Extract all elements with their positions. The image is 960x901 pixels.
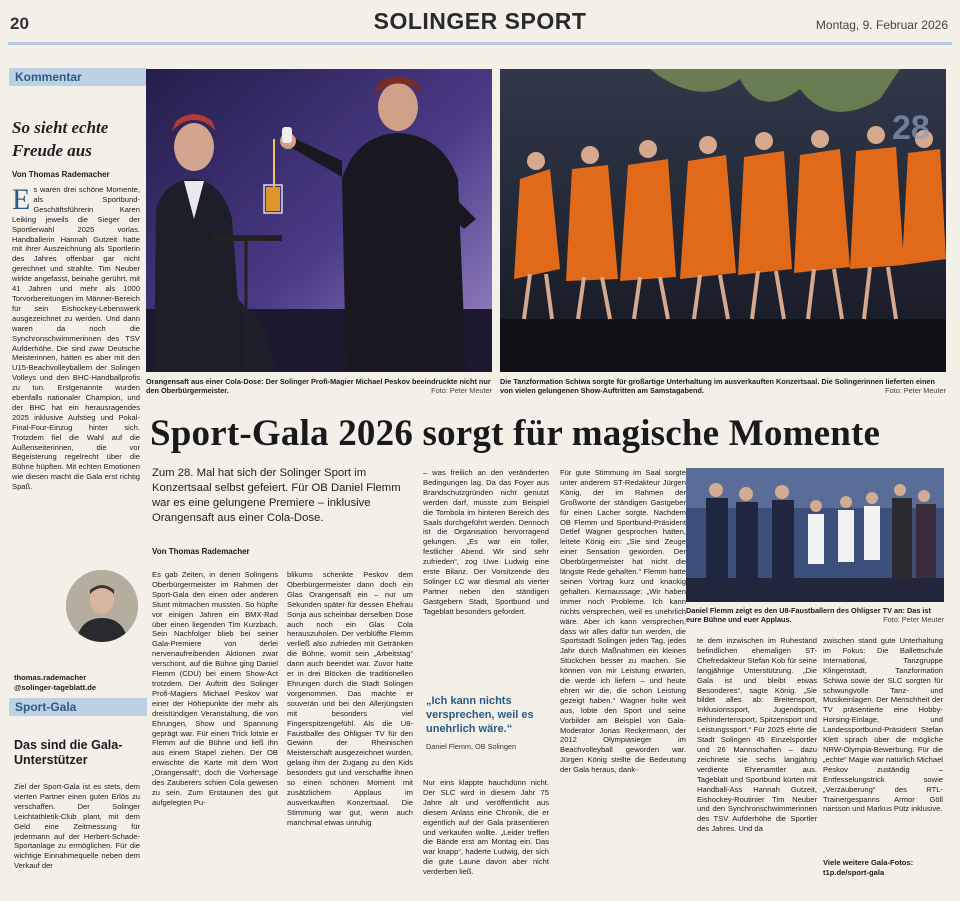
kommentar-byline: Von Thomas Rademacher (12, 170, 110, 179)
photo-faustball-kids (686, 468, 944, 602)
article-col3-top: – was freilich an den veränderten Bedingungen lag. Da das Foyer aus Brandschutzgründen nicht genutzt werden darf, musste zum Beispiel die Tombola im hinteren Bereich des Saals durchgeführt werden. Dennoch ist die Organisation hervorragend gelungen. „Es war ein toller, festlicher Abend. Wir sind sehr zufrieden“, zog Uwe Ludwig eine erste Bilanz. Der Vorsitzende des Solinger LC war diesmal als vierter Partner neben den ständigen Gastgebern Stadt, Sportbund und Tageblatt besonders gefordert. (423, 468, 549, 616)
photo-magician-caption-text: Orangensaft aus einer Cola-Dose: Der Solinger Profi-Magier Michael Peskov beeindruckte nicht nur den Oberbürgermeister. (146, 377, 491, 395)
photo-dancers-caption (500, 377, 946, 395)
author-email (14, 673, 96, 693)
kommentar-body: s waren drei schöne Momente, als Sportbund-Geschäftsführerin Karen Leiking jeweils die Sieger der Sportlerwahl 2025 vorlas. Handballerin Hannah Gutzeit hatte mit ihrer Auszeichnung als Sportlerin des Jahres offenbar gar nicht gerechnet und strahlte. Tim Neuber wirkte angefasst, beinahe gerührt, mit 41 Jahren und mehr als 1000 Torvorbereitungen im Männer-Bereich für sein Eishockey-Lebenswerk ausgezeichnet zu werden. Und dann waren da noch die Synchronschwimmerinnen des TSV Aufderhöhe. Die sind zwar Deutsche Meisterinnen, hatten es aber mit den U15-Beachvolleyballern der Solingen Volleys und den BHC-Handballprofis zu tun. Erstgenannte wurden ebenfalls nationaler Champion, und der BHC hat ein herausragendes 2025 inklusive Aufstieg und Pokal-Final-Four-Einzug hinter sich. Trotzdem fiel die Wahl auf die Außenseiterinnen, die vor Begeisterung regelrecht über die Bühne hüpften. Mit echten Emotionen wie diesen macht die Gala erst richtig Spaß. (12, 185, 140, 492)
sidebar-gala-title (14, 738, 122, 768)
photo-magician (146, 69, 492, 372)
kommentar-title-line1: So sieht echte (12, 118, 109, 137)
pull-quote-text: „Ich kann nichts versprechen, weil es unehrlich wäre.“ (426, 695, 534, 735)
author-portrait-icon (66, 570, 138, 642)
sidebar-gala-text: Ziel der Sport-Gala ist es stets, dem vierten Partner einen guten Erlös zu verschaffen. Der Solinger Leichtathletik-Club plant, mit dem Geld eine Zeitmessung für jedermann auf der Herbert-Schade-Sportanlage zu ermöglichen. Für die wichtige Einnahmequelle neben dem Verkauf der (14, 782, 140, 871)
article-col2: blikums schenkte Peskov dem Oberbürgermeister dann doch ein Glas Orangensaft ein – nur um Sekunden später für dessen Ehefrau Sonja aus scheinbar derselben Dose auch noch ein Glas Cola herauszuholen. Der verblüffte Flemm verließ also zufrieden mit Getränken die Bühne, womit sein „Arbeitstag“ dann auch beendet war. Zuvor hatte er in drei Blöcken die traditionellen Ehrungen durch die Stadt Solingen vorgenommen. Das machte er souverän und bei den Allerjüngsten mit besonders viel Fingerspitzengefühl. Als die U8-Faustballer des Ohligser TV für den Gewinn der Rheinischen Meisterschaft ausgezeichnet wurden, gelang ihm der Zugang zu den Kids besonders gut und verschaffte ihnen so einen schönen Moment mit zusätzlichem Applaus im ausverkauften Konzertsaal. Die Stimmung war gut, wenn auch manchmal etwas unruhig (287, 570, 413, 827)
author-email-line2: @solinger-tageblatt.de (14, 683, 97, 692)
dancers-photo-icon (500, 69, 946, 372)
article-col6: zwischen stand gute Unterhaltung im Fokus: Die Ballettschule International, Tanzgruppe Klingenstadt, Tanzformation Schiwa sowie der SLC sorgten für schwungvolle Tanz- und Musikeinlagen. Der Menschheit der TV präsentierte eine Hobby-Horsing-Einlage, und Landessportbund-Präsident Stefan Klett sprach über die mögliche NRW-Olympia-Bewerbung. Für die „echte“ Magie war natürlich Michael Peskov zuständig – Entfesselungstrick sowie „Verzauberung“ des RTL-Trainergespanns Armor Göll narsson und Markus Pütz inklusive. (823, 636, 943, 814)
backdrop-number: 28 (892, 109, 930, 147)
kommentar-drop-cap: E (12, 185, 31, 216)
page-number: 20 (10, 14, 29, 33)
article-col5: te dem inzwischen im Ruhestand befindlichen ehemaligen ST-Chefredakteur Stefan Kob für seine langjährige Unterstützung. „Die Gala ist und bleibt etwas Besonderes“, sagte König. „Sie bildet alles ab: Breitensport, Inklusionssport, Jugendsport, Behindertensport, Spitzensport und Leistungssport.“ Für 2025 ehrte die Stadt Solingen 45 Einzelsportler und 26 Mannschaften – dazu zeichnete sie sechs langjährig verdiente Ehrenamtler aus. Tageblatt und Sportbund kürten mit Handball-Ass Hannah Gutzeit, Eishockey-Routinier Tim Neuber und den Synchronschwimmerinnen des TSV Aufderhöhe die Sportler des Jahres. Und da (697, 636, 817, 834)
photo-dancers-caption-text: Die Tanzformation Schiwa sorgte für großartige Unterhaltung im ausverkauften Konzertsaal. Die Solingerinnen lieferten einen von vielen gelungenen Show-Auftritten am Samstagabend. (500, 377, 935, 395)
sidebar-gala-title-line1: Das sind die Gala- (14, 738, 123, 752)
article-lead: Zum 28. Mal hat sich der Solinger Sport im Konzertsaal selbst gefeiert. Für OB Daniel Flemm war es eine gelungene Premiere – inklusive Orangensaft aus einer Cola-Dose. (152, 467, 401, 524)
section-title: SOLINGER SPORT (373, 8, 587, 34)
author-avatar (66, 570, 138, 642)
article-col4: Für gute Stimmung im Saal sorgte unter anderem ST-Redakteur Jürgen König, der im Rahmen der Großworte der ständigen Gastgeber für einen Lacher sorgte. Nachdem OB Flemm und Sportbund-Präsident Detlef Wagner gesprochen hatten, leitete König ein: „Sie sind Zeuge einer Sensation geworden. Der Oberbürgermeister hat nicht die längste Rede gehalten.“ Flemm hatte seinen Vortrag kurz und knackig gehalten. Kernaussage: „Wir haben immer noch Probleme. Ich kann nichts versprechen, weil es unehrlich wäre. Aber ich kann versprechen, dass wir alles dafür tun werden, die Sportstadt Solingen jeden Tag, jedes Jahr durch Maßnahmen ein kleines Stückchen besser zu machen. Sie können von mir Leistung erwarten, die werde ich liefern – und heute ehren wir die, die schon Leistung gezeigt haben.“ Wagner holte weit aus, lobte den Sport und seine Vorbilder am Beispiel von Gala-Moderator Jonas Reckermann, der 2012 Olympiasieger im Beachvolleyball geworden war. Jürgen König stellte die Bedeutung der Gala heraus, dank- (560, 468, 686, 775)
more-photos (823, 858, 947, 878)
pull-quote (426, 694, 550, 751)
photo-faustball-caption-text: Daniel Flemm zeigt es den U8-Faustballern des Ohligser TV an: Das ist eure Bühne und euer Applaus. (686, 606, 931, 624)
article-col1: Es gab Zeiten, in denen Solingens Oberbürgermeister im Rahmen der Sport-Gala den einen oder anderen Stunt mitmachen mussten. So hüpfte vor einigen Jahren ein BMX-Rad über einen liegenden Tim Kurzbach. Sein Nachfolger blieb bei seiner Gala-Premiere von derlei nervenaufreibenden Aktionen zwar verschont, auf die Bühne ging Daniel Flemm (CDU) bei einem Show-Act trotzdem. Der Auftritt des Solinger Profi-Magiers Michael Peskov war einer der Höhepunkte der mehr als dreistündigen Veranstaltung, die von Ehrungen, Show und Spannung geprägt war. Für einen Trick lotste er Flemm auf die Bühne und ließ ihn aus einem Stapel ziehen. Der OB erwischte die Karte mit dem Wort „Orangensaft“, doch die Vorhersage des Zauberers schien Cola gewesen zu sein. Zum Erstaunen des gut aufgelegten Pu- (152, 570, 278, 807)
issue-date: Montag, 9. Februar 2026 (815, 18, 948, 32)
photo-magician-caption (146, 377, 492, 395)
photo-dancers (500, 69, 946, 372)
kommentar-label: Kommentar (9, 68, 147, 86)
more-photos-link[interactable]: t1p.de/sport-gala (823, 868, 885, 877)
kommentar-title-line2: Freude aus (12, 141, 92, 160)
article-headline: Sport-Gala 2026 sorgt für magische Momente (150, 413, 881, 454)
more-photos-label: Viele weitere Gala-Fotos: (823, 858, 914, 867)
article-col3-bottom: Nur eins klappte hauchdünn nicht. Der SLC wird in diesem Jahr 75 Jahre alt und veröffentlicht aus diesem Anlass eine Chronik, die er eigentlich auf der Gala präsentieren und verkaufen wollte. „Leider treffen die Bände erst am Montag ein. Das war knapp“, haderte Ludwig, der sich die gute Laune davon aber nicht verderben ließ. (423, 778, 549, 877)
article-byline: Von Thomas Rademacher (152, 547, 250, 556)
photo-faustball-credit: Foto: Peter Meuter (883, 615, 944, 624)
sidebar-gala-title-line2: Unterstützer (14, 753, 88, 767)
author-email-line1: thomas.rademacher (14, 673, 87, 682)
faustball-kids-photo-icon (686, 468, 944, 602)
header-rule (8, 42, 952, 45)
kommentar-title (12, 116, 108, 162)
photo-faustball-caption (686, 606, 944, 624)
magician-photo-icon (146, 69, 492, 372)
photo-dancers-credit: Foto: Peter Meuter (885, 386, 946, 395)
pull-quote-source: Daniel Flemm, OB Solingen (426, 742, 517, 751)
photo-magician-credit: Foto: Peter Meuter (431, 386, 492, 395)
sidebar-gala-label: Sport-Gala (9, 698, 147, 716)
